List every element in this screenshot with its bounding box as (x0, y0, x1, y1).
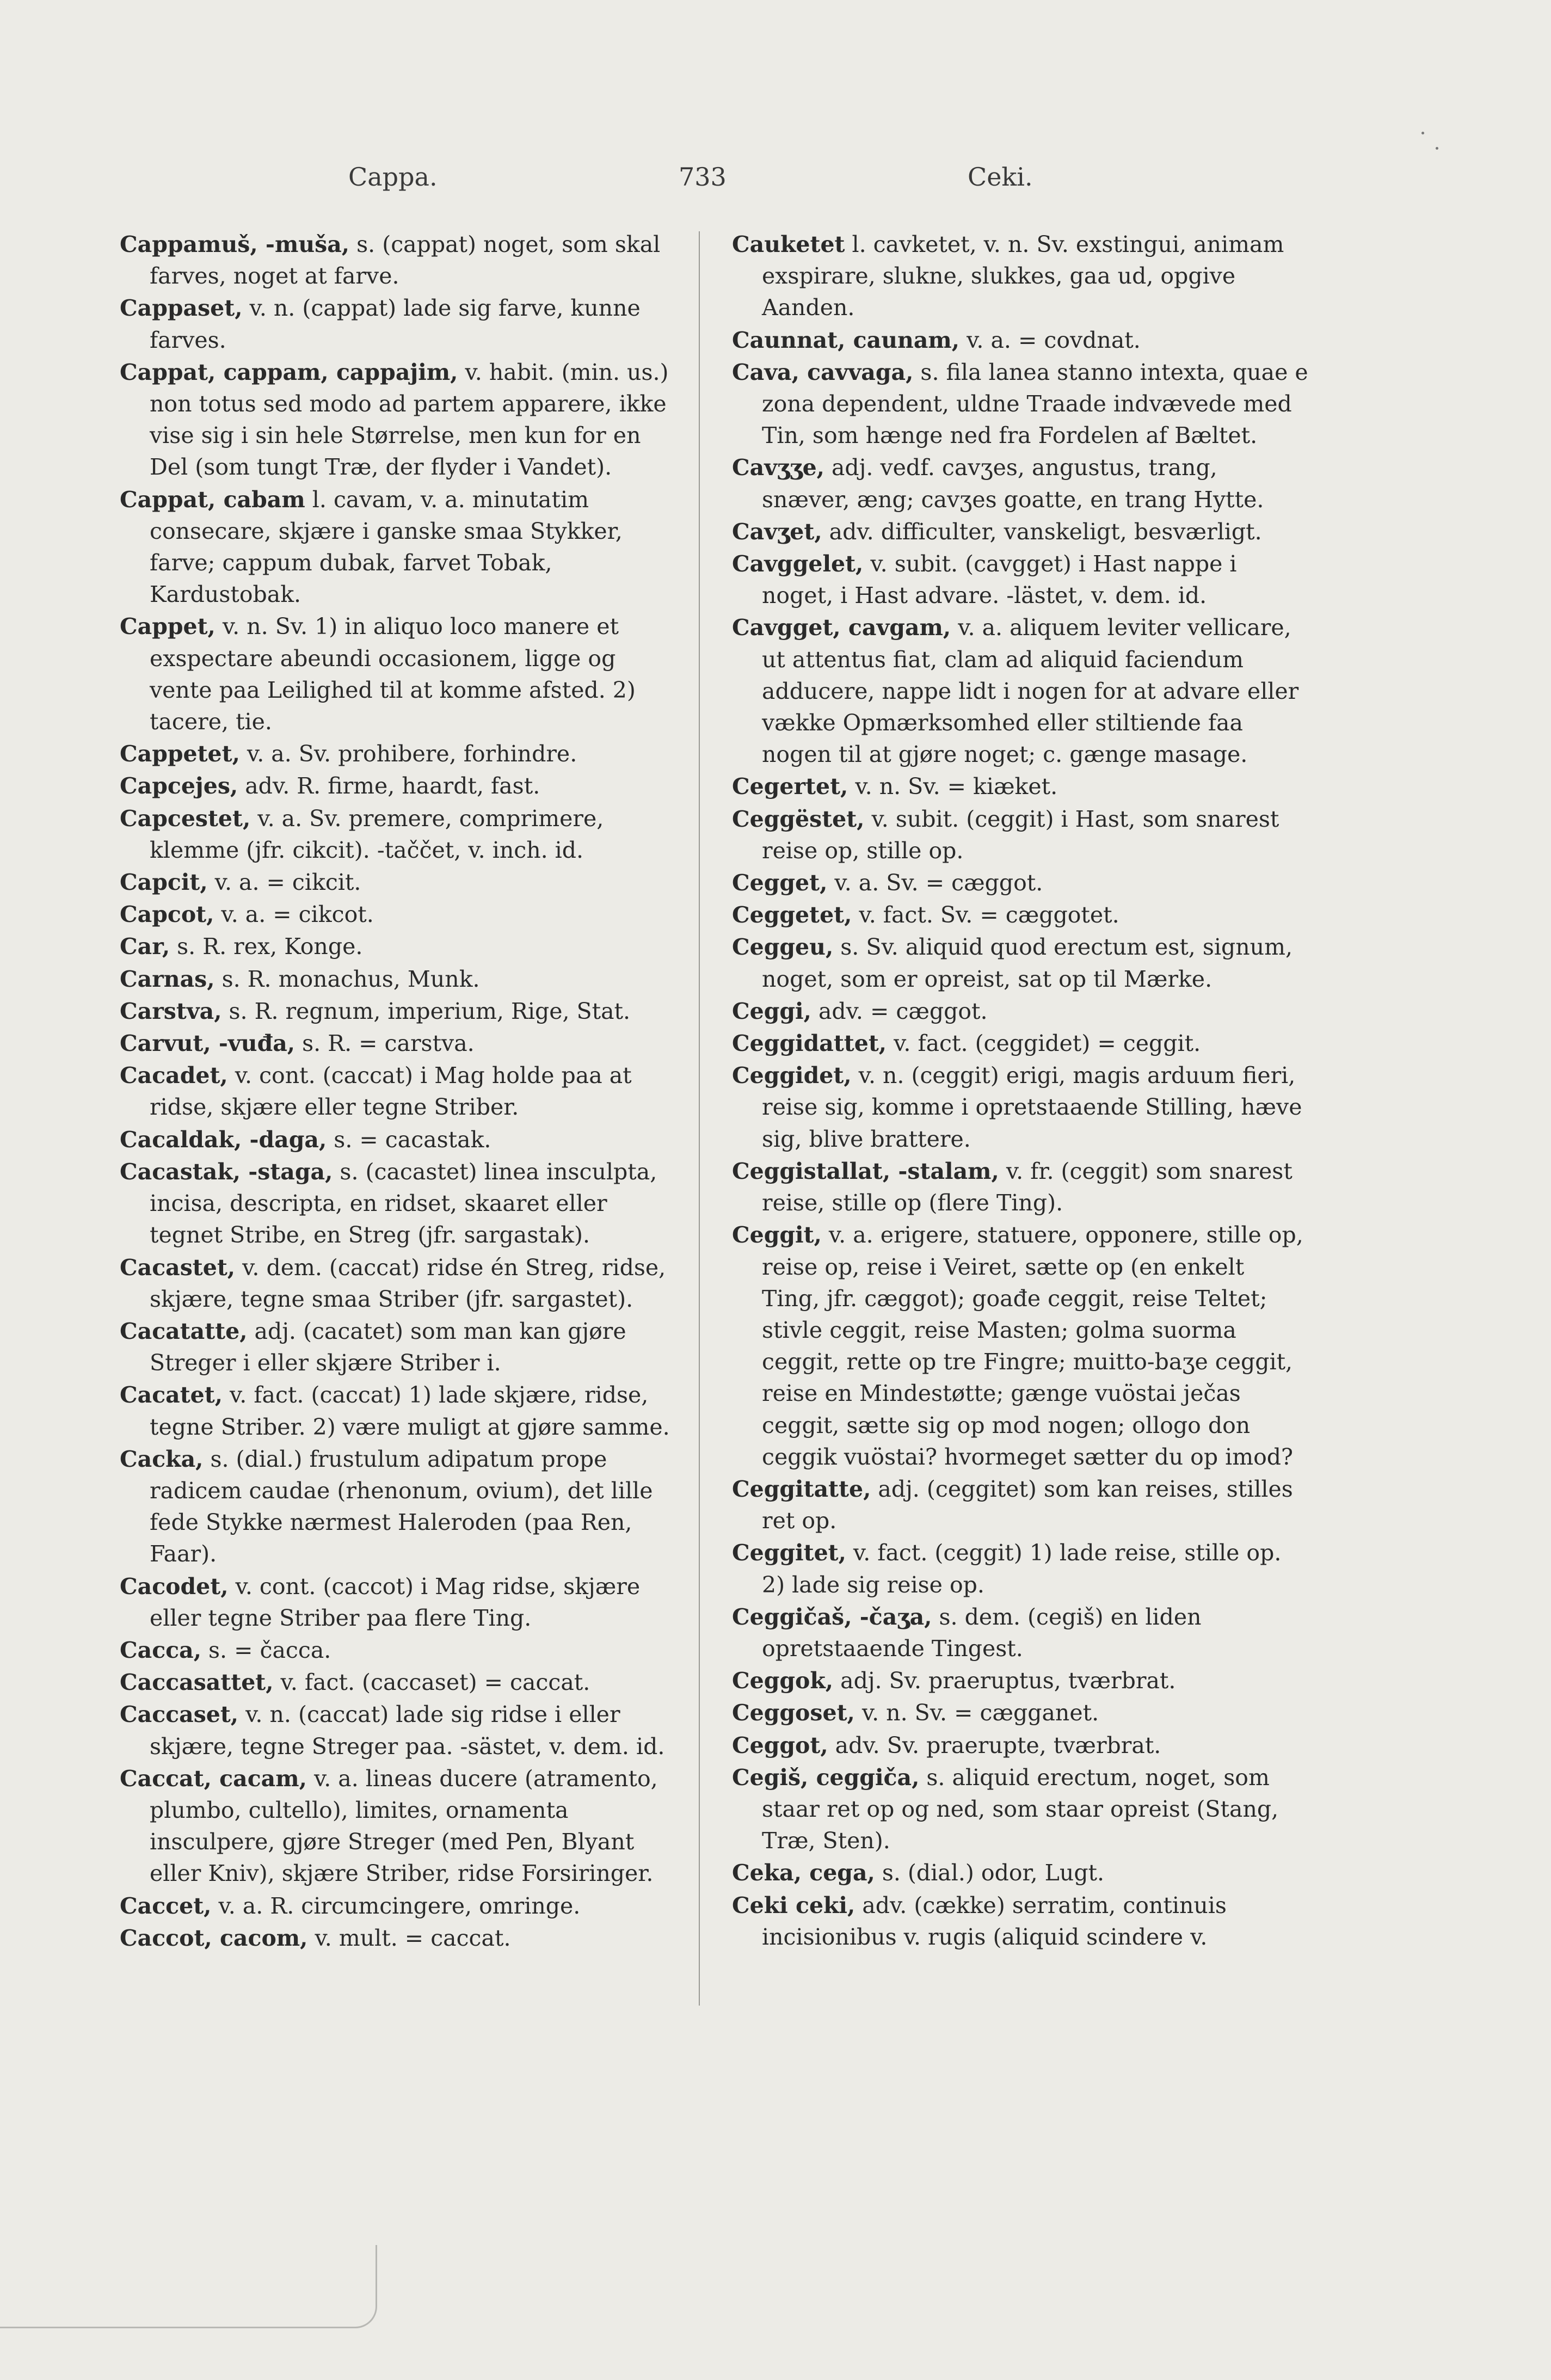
entry-headword: Ceggidattet, (732, 1030, 887, 1057)
entry-headword: Ceggetet, (732, 902, 852, 928)
entry-headword: Cavgget, cavgam, (732, 614, 951, 641)
page-number: 733 (679, 162, 727, 192)
entry-definition: adj. Sv. praeruptus, tværbrat. (833, 1668, 1176, 1694)
dictionary-entry (120, 1443, 680, 1570)
entry-headword: Ceggi, (732, 998, 811, 1024)
entry-definition: v. subit. (ceggit) i Hast, som snarest reise op, stille op. (762, 805, 1279, 864)
dictionary-entry (120, 1922, 680, 1954)
dictionary-entry (732, 1537, 1309, 1600)
entry-headword: Caccasattet, (120, 1669, 274, 1696)
entry-headword: Cacaldak, -daga, (120, 1126, 327, 1153)
dictionary-entry (732, 452, 1309, 515)
entry-definition: v. fact. (caccaset) = caccat. (273, 1669, 590, 1696)
entry-definition: v. n. (cappat) lade sig farve, kunne farves. (150, 295, 641, 353)
entry-headword: Car, (120, 933, 170, 960)
dictionary-entry (120, 963, 680, 995)
entry-definition: v. a. R. circumcingere, omringe. (211, 1892, 581, 1919)
entry-headword: Capcestet, (120, 805, 251, 832)
entry-headword: Cappat, cappam, cappajim, (120, 359, 458, 385)
dictionary-entry (732, 1028, 1309, 1059)
dictionary-entry (120, 931, 680, 962)
entry-headword: Cava, cavvaga, (732, 359, 914, 385)
entry-definition: v. a. = cikcit. (207, 869, 361, 896)
entry-definition: adv. = cæggot. (811, 998, 988, 1024)
entry-definition: adj. (ceggitet) som kan reises, stilles ret op. (762, 1475, 1293, 1534)
entry-headword: Carnas, (120, 965, 215, 992)
entry-headword: Cavggelet, (732, 551, 864, 577)
entry-headword: Cavʒet, (732, 518, 822, 545)
entry-headword: Ceggitet, (732, 1540, 846, 1566)
page-edge-mark (0, 2245, 377, 2328)
entry-headword: Ceki ceki, (732, 1892, 855, 1918)
entry-headword: Cappamuš, -muša, (120, 231, 350, 257)
entry-headword: Cacatatte, (120, 1318, 248, 1344)
dictionary-entry (732, 803, 1309, 866)
entry-definition: v. cont. (caccot) i Mag ridse, skjære eller tegne Striber paa flere Ting. (150, 1573, 641, 1631)
dictionary-entry (120, 1634, 680, 1666)
entry-definition: s. fila lanea stanno intexta, quae e zona dependent, uldne Traade indvævede med Tin, som hænge ned fra Fordelen af Bæltet. (762, 359, 1308, 449)
entry-headword: Ceggičaš, -čaʒa, (732, 1603, 932, 1630)
entry-headword: Capcejes, (120, 773, 238, 800)
entry-definition: v. mult. = caccat. (307, 1924, 511, 1951)
dictionary-entry (120, 1252, 680, 1315)
dictionary-entry (732, 356, 1309, 452)
dictionary-entry (732, 1890, 1309, 1953)
dictionary-entry (120, 1124, 680, 1155)
dictionary-entry (120, 229, 680, 292)
dust-speck (1436, 147, 1438, 150)
dust-speck (1421, 132, 1424, 134)
entry-definition: v. fact. (caccat) 1) lade skjære, ridse, tegne Striber. 2) være muligt at gjøre samme. (150, 1382, 670, 1440)
entry-definition: v. a. = covdnat. (959, 327, 1141, 353)
entry-headword: Caccaset, (120, 1701, 239, 1728)
entry-headword: Cacodet, (120, 1573, 229, 1600)
entry-definition: adv. difficulter, vanskeligt, besværligt. (822, 518, 1262, 545)
dictionary-entry (120, 1666, 680, 1698)
entry-definition: v. n. (ceggit) erigi, magis arduum fieri, reise sig, komme i opretstaaende Stilling, hæve sig, blive brattere. (762, 1062, 1302, 1152)
dictionary-entry (120, 1571, 680, 1634)
dictionary-entry (732, 771, 1309, 802)
entry-definition: v. a. Sv. prohibere, forhindre. (239, 741, 577, 767)
entry-definition: adv. (cække) serratim, continuis incisionibus v. rugis (aliquid scindere v. (762, 1892, 1227, 1950)
dictionary-entry (120, 1699, 680, 1762)
entry-definition: v. n. Sv. 1) in aliquo loco manere et exspectare abeundi occasionem, ligge og vente paa Leilighed til at komme afsted. 2) tacere, tie. (150, 613, 636, 735)
dictionary-entry (120, 484, 680, 611)
dictionary-entry (732, 931, 1309, 994)
dictionary-entry (732, 324, 1309, 356)
dictionary-entry (732, 516, 1309, 548)
entry-headword: Capcot, (120, 901, 214, 928)
dictionary-entry (732, 1665, 1309, 1696)
entry-definition: s. (cacastet) linea insculpta, incisa, descripta, en ridset, skaaret eller tegnet Stribe, en Streg (jfr. sargastak). (150, 1158, 657, 1249)
entry-definition: s. R. rex, Konge. (170, 933, 363, 960)
entry-headword: Cauketet (732, 231, 845, 257)
entry-headword: Carvut, -vuđa, (120, 1030, 296, 1057)
entry-definition: v. a. Sv. premere, comprimere, klemme (jfr. cikcit). -taččet, v. inch. id. (150, 805, 604, 863)
entry-definition: adv. Sv. praerupte, tværbrat. (828, 1732, 1161, 1758)
entry-headword: Cegertet, (732, 773, 848, 800)
dictionary-entry (120, 611, 680, 737)
entry-definition: s. dem. (cegiš) en liden opretstaaende Tingest. (762, 1603, 1202, 1662)
entry-headword: Cavʒʒe, (732, 454, 824, 481)
dictionary-entry (732, 1155, 1309, 1219)
entry-headword: Ceggeu, (732, 934, 834, 961)
dictionary-entry (732, 612, 1309, 770)
dictionary-entry (120, 1156, 680, 1251)
dictionary-entry (732, 1060, 1309, 1155)
dictionary-entry (120, 1379, 680, 1442)
entry-headword: Caccat, cacam, (120, 1765, 307, 1792)
entry-headword: Ceggistallat, -stalam, (732, 1158, 999, 1184)
dictionary-entry (732, 1762, 1309, 1857)
entry-definition: adj. (cacatet) som man kan gjøre Streger i eller skjære Striber i. (150, 1318, 626, 1376)
dictionary-entry (120, 866, 680, 898)
dictionary-entry (120, 1315, 680, 1379)
entry-definition: v. fact. Sv. = cæggotet. (852, 902, 1119, 928)
entry-definition: s. R. monachus, Munk. (214, 965, 480, 992)
dictionary-entry (732, 548, 1309, 611)
entry-headword: Cacastak, -staga, (120, 1158, 333, 1185)
column-divider (699, 231, 700, 2006)
entry-definition: v. a. Sv. = cæggot. (827, 870, 1043, 896)
entry-headword: Cacka, (120, 1446, 204, 1472)
entry-headword: Caccet, (120, 1892, 212, 1919)
entry-headword: Caunnat, caunam, (732, 327, 960, 353)
running-head-right: Ceki. (968, 162, 1033, 192)
entry-definition: v. n. (caccat) lade sig ridse i eller skjære, tegne Streger paa. -sästet, v. dem. id. (150, 1701, 665, 1760)
entry-definition: v. n. Sv. = kiæket. (848, 773, 1058, 800)
dictionary-entry (120, 803, 680, 866)
entry-headword: Cappet, (120, 613, 216, 640)
entry-headword: Ceggoset, (732, 1700, 855, 1726)
entry-definition: adj. vedf. cavʒes, angustus, trang, snæver, æng; cavʒes goatte, en trang Hytte. (762, 454, 1264, 513)
entry-headword: Cappetet, (120, 741, 240, 767)
entry-definition: v. habit. (min. us.) non totus sed modo ad partem apparere, ikke vise sig i sin hele Størrelse, men kun for en Del (som tungt Træ, der flyder i Vandet). (150, 359, 669, 481)
entry-definition: l. cavketet, v. n. Sv. exstingui, animam exspirare, slukne, slukkes, gaa ud, opgive Aanden. (762, 231, 1284, 321)
entry-definition: s. (dial.) frustulum adipatum prope radicem caudae (rhenonum, ovium), det lille fede Stykke nærmest Haleroden (paa Ren, Faar). (150, 1446, 653, 1567)
dictionary-entry (732, 1473, 1309, 1536)
dictionary-entry (732, 1730, 1309, 1761)
dictionary-entry (120, 356, 680, 483)
dictionary-entry (120, 770, 680, 802)
entry-definition: s. (cappat) noget, som skal farves, noget at farve. (150, 231, 661, 290)
entry-headword: Caccot, cacom, (120, 1924, 308, 1951)
dictionary-entry (732, 899, 1309, 931)
entry-headword: Ceggok, (732, 1668, 834, 1694)
dictionary-entry (120, 1890, 680, 1922)
entry-definition: v. a. aliquem leviter vellicare, ut attentus fiat, clam ad aliquid faciendum adducere, nappe lidt i nogen for at advare eller vække Opmærksomhed eller stiltiende faa nogen til at gjøre noget; c. gænge masage. (762, 614, 1299, 768)
right-column (732, 229, 1309, 1953)
dictionary-entry (732, 995, 1309, 1027)
dictionary-entry (120, 995, 680, 1027)
dictionary-entry (120, 1763, 680, 1890)
dictionary-entry (732, 1219, 1309, 1473)
entry-headword: Cacastet, (120, 1254, 236, 1281)
entry-definition: v. a. erigere, statuere, opponere, stille op, reise op, reise i Veiret, sætte op (en enkelt Ting, jfr. cæggot); goađe ceggit, reise Teltet; stivle ceggit, reise Masten; golma suorma ceggit, rette op tre Fingre; muitto-baʒe ceggit, reise en Mindestøtte; gænge vuöstai ječas ceggit, sætte sig op mod nogen; ollogo don ceggik vuöstai? hvormeget sætter du op imod? (762, 1222, 1303, 1470)
dictionary-entry (120, 292, 680, 355)
entry-headword: Carstva, (120, 998, 222, 1024)
entry-definition: s. R. regnum, imperium, Rige, Stat. (221, 998, 631, 1024)
entry-definition: l. cavam, v. a. minutatim consecare, skjære i ganske smaa Stykker, farve; cappum dubak, farvet Tobak, Kardustobak. (150, 486, 623, 608)
entry-definition: s. Sv. aliquid quod erectum est, signum, noget, som er opreist, sat op til Mærke. (762, 934, 1292, 992)
left-column (120, 229, 680, 1954)
entry-definition: v. a. lineas ducere (atramento, plumbo, cultello), limites, ornamenta insculpere, gjøre Streger (med Pen, Blyant eller Kniv), skjære Striber, ridse Forsiringer. (150, 1765, 658, 1887)
entry-definition: s. (dial.) odor, Lugt. (875, 1860, 1105, 1886)
entry-headword: Ceggit, (732, 1222, 822, 1249)
entry-headword: Ceggidet, (732, 1062, 852, 1089)
running-head-left: Cappa. (348, 162, 438, 192)
entry-headword: Ceggitatte, (732, 1475, 871, 1502)
dictionary-entry (120, 738, 680, 770)
entry-definition: adv. R. firme, haardt, fast. (238, 773, 540, 800)
entry-definition: v. n. Sv. = cægganet. (854, 1700, 1099, 1726)
entry-headword: Ceka, cega, (732, 1860, 875, 1886)
entry-definition: v. dem. (caccat) ridse én Streg, ridse, skjære, tegne smaa Striber (jfr. sargastet). (150, 1254, 666, 1312)
entry-definition: s. = čacca. (201, 1637, 331, 1663)
entry-headword: Ceggot, (732, 1732, 828, 1758)
dictionary-entry (732, 1601, 1309, 1664)
dictionary-entry (732, 867, 1309, 899)
entry-definition: v. fact. (ceggidet) = ceggit. (887, 1030, 1201, 1057)
entry-definition: v. a. = cikcot. (214, 901, 374, 928)
dictionary-entry (732, 229, 1309, 324)
entry-headword: Cacadet, (120, 1062, 228, 1089)
entry-headword: Cappat, cabam (120, 486, 305, 513)
entry-definition: v. fact. (ceggit) 1) lade reise, stille op. 2) lade sig reise op. (762, 1540, 1282, 1598)
entry-headword: Cappaset, (120, 295, 243, 322)
entry-headword: Cegget, (732, 870, 828, 896)
entry-headword: Cegiš, ceggiča, (732, 1764, 920, 1791)
dictionary-entry (120, 1028, 680, 1059)
entry-headword: Cacatet, (120, 1382, 223, 1409)
entry-definition: v. subit. (cavgget) i Hast nappe i noget, i Hast advare. -lästet, v. dem. id. (762, 551, 1237, 609)
entry-headword: Capcit, (120, 869, 208, 896)
entry-definition: v. cont. (caccat) i Mag holde paa at ridse, skjære eller tegne Striber. (150, 1062, 632, 1121)
entry-headword: Cacca, (120, 1637, 201, 1663)
dictionary-entry (120, 899, 680, 930)
entry-definition: v. fr. (ceggit) som snarest reise, stille op (flere Ting). (762, 1158, 1292, 1216)
entry-definition: s. aliquid erectum, noget, som staar ret op og ned, som staar opreist (Stang, Træ, Sten). (762, 1764, 1279, 1854)
entry-definition: s. R. = carstva. (295, 1030, 475, 1057)
dictionary-entry (732, 1697, 1309, 1729)
entry-definition: s. = cacastak. (327, 1126, 491, 1153)
dictionary-entry (120, 1060, 680, 1123)
dictionary-entry (732, 1857, 1309, 1889)
entry-headword: Ceggëstet, (732, 805, 865, 832)
